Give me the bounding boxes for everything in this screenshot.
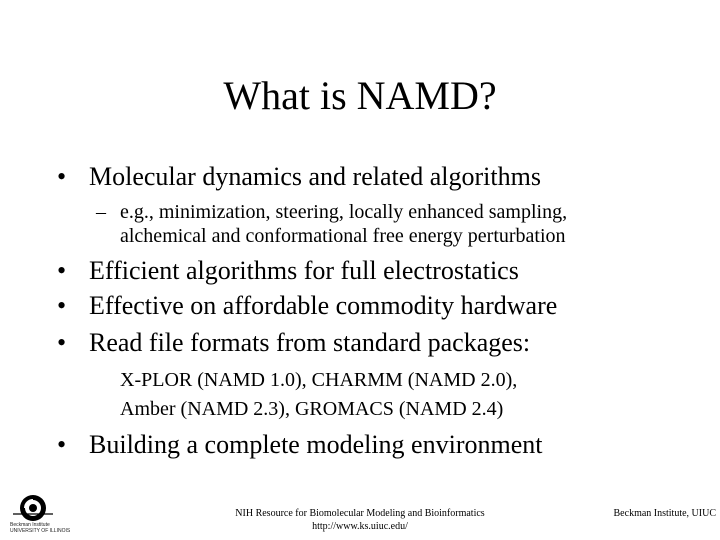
formats-line-1: X-PLOR (NAMD 1.0), CHARMM (NAMD 2.0), xyxy=(120,369,518,391)
bullet-glyph: • xyxy=(57,328,67,357)
bullet-glyph: • xyxy=(57,162,67,191)
bullet-glyph: • xyxy=(57,256,67,285)
slide-title: What is NAMD? xyxy=(223,73,497,118)
footer-institution: Beckman Institute, UIUC xyxy=(613,508,716,519)
bullet-glyph: • xyxy=(57,291,67,320)
bullet-1-text: Molecular dynamics and related algorithms xyxy=(89,162,541,191)
bullet-3-text: Effective on affordable commodity hardware xyxy=(89,291,558,320)
logo-caption-line-1: Beckman Institute xyxy=(10,522,50,528)
sub-bullet-1-text xyxy=(120,200,680,248)
footer-resource-name: NIH Resource for Biomolecular Modeling and Bioinformatics xyxy=(235,508,485,519)
formats-line-2: Amber (NAMD 2.3), GROMACS (NAMD 2.4) xyxy=(120,398,504,420)
footer-url: http://www.ks.uiuc.edu/ xyxy=(312,521,408,532)
bullet-glyph: • xyxy=(57,430,67,459)
sub-bullet-1-line-1: e.g., minimization, steering, locally enhanced sampling, xyxy=(120,201,568,223)
dash-glyph: – xyxy=(96,201,106,223)
bullet-2-text: Efficient algorithms for full electrostatics xyxy=(89,256,519,285)
logo-caption xyxy=(10,522,70,534)
footer-center xyxy=(200,507,520,533)
bullet-4-text: Read file formats from standard packages: xyxy=(89,328,531,357)
logo-caption-line-2: UNIVERSITY OF ILLINOIS xyxy=(10,528,71,534)
bullet-5-text: Building a complete modeling environment xyxy=(89,430,543,459)
sub-bullet-1-line-2: alchemical and conformational free energy perturbation xyxy=(120,225,566,247)
